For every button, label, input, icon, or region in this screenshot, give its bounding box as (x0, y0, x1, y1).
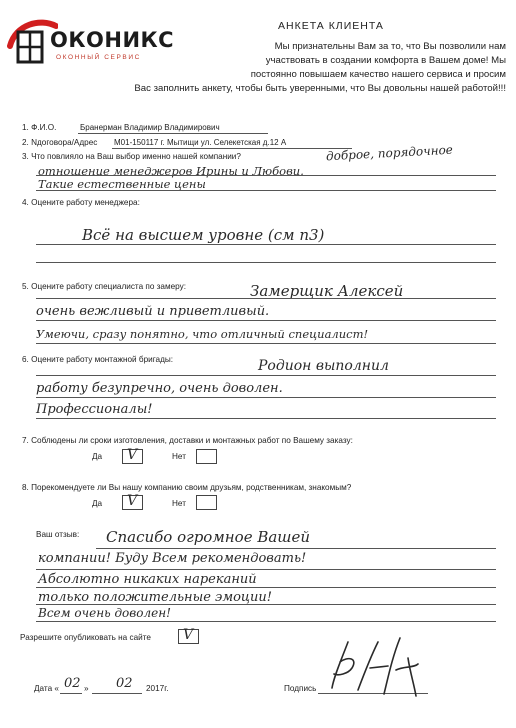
intro-line: Вас заполнить анкету, чтобы быть уверенными, что Вы довольны нашей работой!!! (134, 83, 506, 94)
intro-text (20, 40, 506, 96)
q2-line (112, 148, 352, 149)
q5-answer-line: Умеючи, сразу понятно, что отличный специалист! (36, 327, 369, 341)
intro-line: участвовать в создании комфорта в Вашем доме! Мы (265, 55, 506, 66)
q7-yes-label: Да (92, 452, 103, 461)
publish-checkbox[interactable] (178, 629, 199, 644)
q3-answer-line: отношение менеджеров Ирины и Любови. (38, 164, 304, 178)
q6-answer-line: Родион выполнил (258, 358, 389, 374)
review-answer-line: Абсолютно никаких нареканий (38, 572, 257, 587)
check-mark-icon: V (127, 447, 138, 463)
answer-line (36, 343, 496, 344)
q7-no-label: Нет (172, 452, 186, 461)
answer-line (96, 548, 496, 549)
date-month: 02 (116, 676, 133, 691)
answer-line (36, 621, 496, 622)
answer-line (36, 262, 496, 263)
q3-answer-line: доброе, порядочное (325, 142, 454, 164)
check-mark-icon: V (127, 493, 138, 509)
review-answer-line: Спасибо огромное Вашей (106, 528, 311, 546)
q7-yes-checkbox[interactable] (122, 449, 143, 464)
answer-line (36, 320, 496, 321)
q6-label: 6. Оцените работу монтажной бригады: (22, 355, 174, 364)
q8-yes-checkbox[interactable] (122, 495, 143, 510)
intro-line: Мы признательны Вам за то, что Вы позволили нам (274, 41, 506, 52)
answer-line (36, 298, 496, 299)
answer-line (36, 587, 496, 588)
q5-answer-line: очень вежливый и приветливый. (36, 304, 270, 319)
answer-line (36, 175, 496, 176)
date-label: Дата « (34, 684, 59, 693)
q2-label: 2. Nдоговора/Адрес (22, 138, 98, 147)
publish-label: Разрешите опубликовать на сайте (20, 633, 151, 642)
date-closing-quote: » (84, 684, 89, 693)
review-answer-line: компании! Буду Всем рекомендовать! (38, 551, 307, 566)
answer-line (36, 418, 496, 419)
answer-line (36, 604, 496, 605)
q5-answer-line: Замерщик Алексей (250, 282, 404, 300)
page-title: АНКЕТА КЛИЕНТА (278, 20, 384, 32)
date-year: 2017г. (146, 684, 169, 693)
answer-line (36, 375, 496, 376)
check-mark-icon: V (183, 627, 194, 643)
answer-line (36, 397, 496, 398)
review-label: Ваш отзыв: (36, 530, 80, 539)
q3-label: 3. Что повлияло на Ваш выбор именно нашей компании? (22, 152, 241, 161)
q1-label: 1. Ф.И.О. (22, 123, 57, 132)
intro-line: постоянно повышаем качество нашего сервиса и просим (250, 69, 506, 80)
q6-answer-line: Профессионалы! (36, 402, 153, 417)
q2-value: М01-150117 г. Мытищи ул. Селекетская д.12 А (114, 138, 287, 147)
q1-line (78, 133, 268, 134)
review-answer-line: только положительные эмоции! (38, 590, 272, 605)
signature-label: Подпись (284, 684, 317, 693)
q5-label: 5. Оцените работу специалиста по замеру: (22, 282, 186, 291)
q6-answer-line: работу безупречно, очень доволен. (36, 381, 283, 396)
q7-no-checkbox[interactable] (196, 449, 217, 464)
logo-name: ОКОНИКС (50, 28, 175, 52)
date-month-line (92, 693, 142, 694)
q8-no-label: Нет (172, 499, 186, 508)
logo-tagline: ОКОННЫЙ СЕРВИС (56, 54, 141, 61)
date-day-line (60, 693, 82, 694)
q8-yes-label: Да (92, 499, 103, 508)
q8-label: 8. Порекомендуете ли Вы нашу компанию своим друзьям, родственникам, знакомым? (22, 483, 352, 492)
signature-image (318, 628, 428, 700)
answer-line (36, 569, 496, 570)
review-answer-line: Всем очень доволен! (38, 606, 171, 620)
q8-no-checkbox[interactable] (196, 495, 217, 510)
answer-line (36, 190, 496, 191)
q7-label: 7. Соблюдены ли сроки изготовления, доставки и монтажных работ по Вашему заказу: (22, 436, 353, 445)
q1-value: Бранерман Владимир Владимирович (80, 123, 220, 132)
date-day: 02 (64, 676, 81, 691)
q3-answer-line: Такие естественные цены (38, 177, 206, 191)
q4-label: 4. Оцените работу менеджера: (22, 198, 140, 207)
answer-line (36, 244, 496, 245)
q4-answer: Всё на высшем уровне (см п3) (82, 226, 325, 244)
